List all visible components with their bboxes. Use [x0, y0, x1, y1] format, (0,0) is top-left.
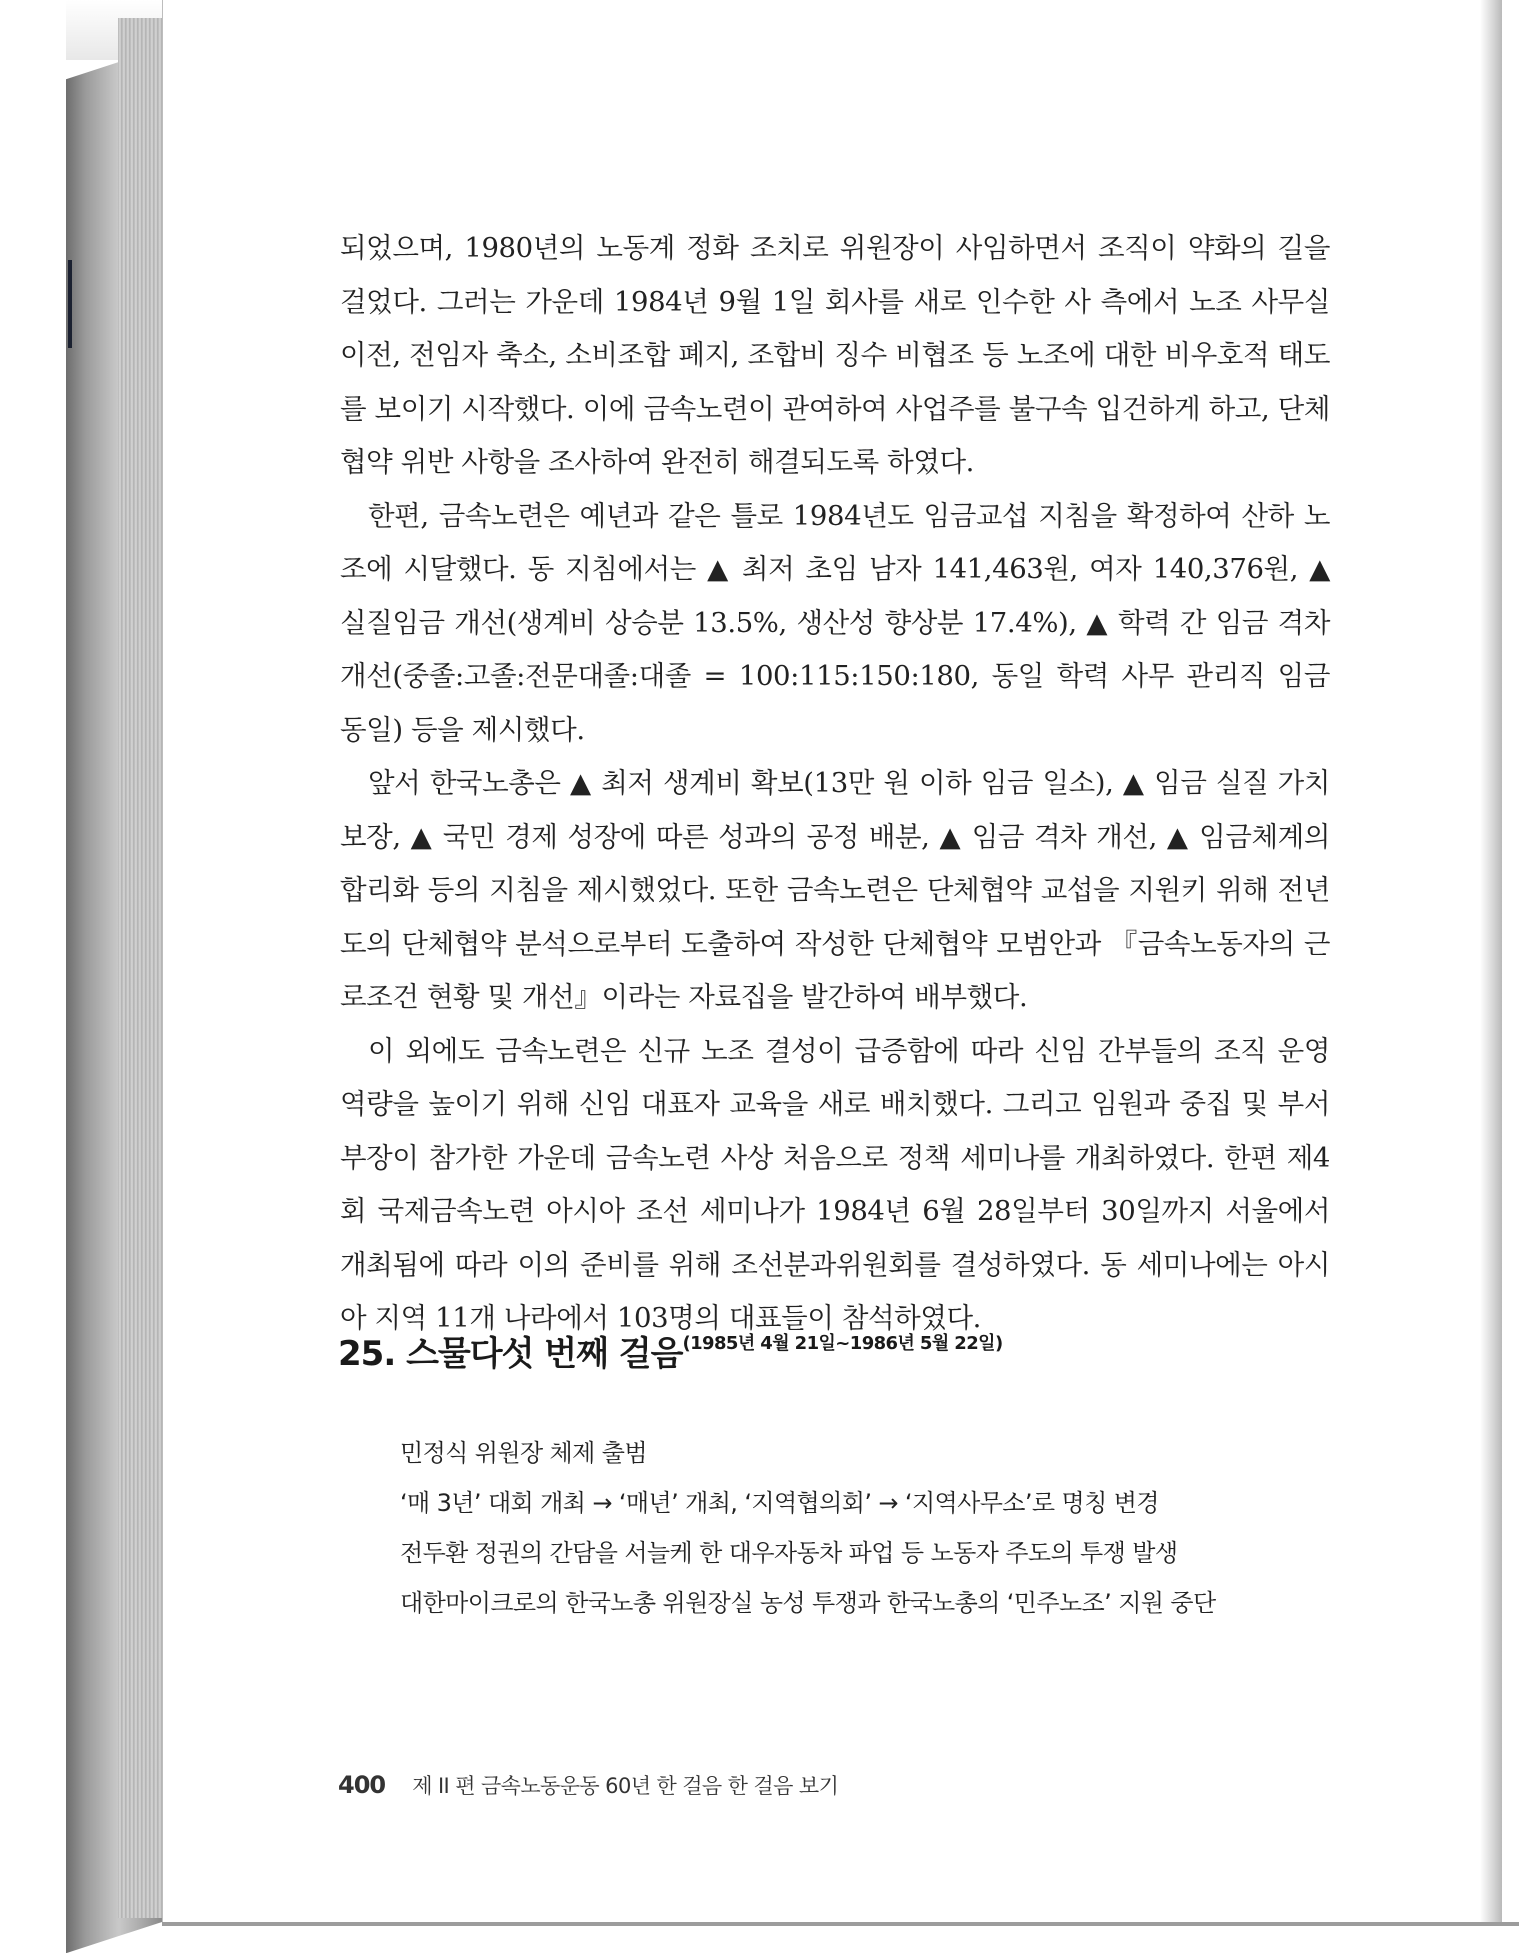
section-date-range: (1985년 4월 21일~1986년 5월 22일): [682, 1333, 1003, 1354]
summary-item: ‘매 3년’ 대회 개최 → ‘매년’ 개최, ‘지역협의회’ → ‘지역사무소’로 명칭 변경: [400, 1489, 1159, 1517]
paragraph: 이 외에도 금속노련은 신규 노조 결성이 급증함에 따라 신임 간부들의 조직 운영 역량을 높이기 위해 신임 대표자 교육을 새로 배치했다. 그리고 임원과 중집 및 부서부장이 참가한 가운데 금속노련 사상 처음으로 정책 세미나를 개최하였다. 한편 제4회 국제금속노련 아시아 조선 세미나가 1984년 6월 28일부터 30일까지 서울에서 개최됨에 따라 이의 준비를 위해 조선분과위원회를 결성하였다. 동 세미나에는 아시아 지역 11개 나라에서 103명의 대표들이 참석하였다.: [340, 1034, 1330, 1334]
page-bottom-edge: [162, 1922, 1519, 1926]
summary-item: 대한마이크로의 한국노총 위원장실 농성 투쟁과 한국노총의 ‘민주노조’ 지원 중단: [400, 1589, 1216, 1617]
section-heading: [338, 1326, 1003, 1375]
page-right-shadow: [1480, 0, 1502, 1926]
running-title: 제 II 편 금속노동운동 60년 한 걸음 한 걸음 보기: [412, 1774, 839, 1798]
section-title: 25. 스물다섯 번째 걸음: [338, 1334, 683, 1374]
page-footer: [338, 1770, 838, 1800]
paragraph: 앞서 한국노총은 ▲ 최저 생계비 확보(13만 원 이하 임금 일소), ▲ 임금 실질 가치 보장, ▲ 국민 경제 성장에 따른 성과의 공정 배분, ▲ 임금 격차 개선, ▲ 임금체계의 합리화 등의 지침을 제시했었다. 또한 금속노련은 단체협약 교섭을 지원키 위해 전년도의 단체협약 분석으로부터 도출하여 작성한 단체협약 모범안과 『금속노동자의 근로조건 현황 및 개선』이라는 자료집을 발간하여 배부했다.: [340, 767, 1330, 1013]
summary-item: 전두환 정권의 간담을 서늘케 한 대우자동차 파업 등 노동자 주도의 투쟁 발생: [400, 1539, 1178, 1567]
summary-item: 민정식 위원장 체제 출범: [400, 1439, 647, 1467]
page-edges: [118, 18, 162, 1918]
paragraph: 한편, 금속노련은 예년과 같은 틀로 1984년도 임금교섭 지침을 확정하여 산하 노조에 시달했다. 동 지침에서는 ▲ 최저 초임 남자 141,463원, 여자 140,376원, ▲ 실질임금 개선(생계비 상승분 13.5%, 생산성 향상분 17.4%), ▲ 학력 간 임금 격차 개선(중졸:고졸:전문대졸:대졸 = 100:115:150:180, 동일 학력 사무 관리직 임금 동일) 등을 제시했다.: [340, 499, 1330, 746]
spine-bookmark-ribbon: [68, 260, 72, 348]
paragraph: 되었으며, 1980년의 노동계 정화 조치로 위원장이 사임하면서 조직이 약화의 길을 걸었다. 그러는 가운데 1984년 9월 1일 회사를 새로 인수한 사 측에서 노조 사무실 이전, 전임자 축소, 소비조합 폐지, 조합비 징수 비협조 등 노조에 대한 비우호적 태도를 보이기 시작했다. 이에 금속노련이 관여하여 사업주를 불구속 입건하게 하고, 단체협약 위반 사항을 조사하여 완전히 해결되도록 하였다.: [340, 232, 1330, 478]
section-summary-list: [400, 1428, 1216, 1628]
body-text: [340, 222, 1330, 1346]
page-number: 400: [338, 1771, 386, 1799]
